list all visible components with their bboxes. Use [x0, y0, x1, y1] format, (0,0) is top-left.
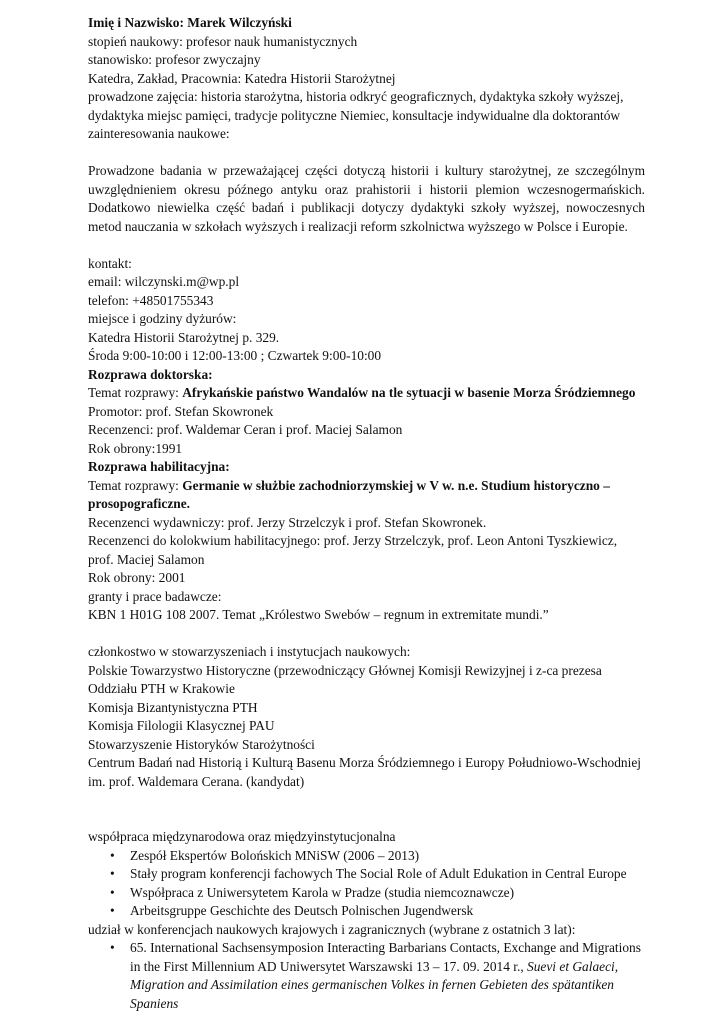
- contact-label: kontakt:: [88, 255, 132, 271]
- membership-item: Polskie Towarzystwo Historyczne (przewodniczący Głównej Komisji Rewizyjnej i z-ca prezesa Oddziału PTH w Krakowie: [88, 662, 602, 696]
- doctorate-topic-title: Afrykańskie państwo Wandalów na tle sytuacji w basenie Morza Śródziemnego: [182, 385, 636, 400]
- doctorate-topic: [88, 384, 645, 403]
- habilitation-publisher-reviewers: Recenzenci wydawniczy: prof. Jerzy Strzelczyk i prof. Stefan Skowronek.: [88, 514, 487, 530]
- habilitation-year: Rok obrony: 2001: [88, 570, 186, 585]
- memberships-label: członkostwo w stowarzyszeniach i instytucjach naukowych:: [88, 644, 411, 659]
- spacer: [88, 144, 645, 163]
- interests-label: zainteresowania naukowe:: [88, 126, 230, 141]
- spacer: [88, 791, 645, 828]
- doctorate-year: Rok obrony:1991: [88, 440, 183, 456]
- office-room: Katedra Historii Starożytnej p. 329.: [88, 329, 280, 345]
- conference-item-text: 65. International Sachsensymposion Interacting Barbarians Contacts, Exchange and Migrations in the First Millennium AD Uniwersytet Warszawski 13 – 17. 09. 2014 r.,: [130, 940, 641, 974]
- email-line: email: wilczynski.m@wp.pl: [88, 274, 240, 289]
- doctorate-reviewers: Recenzenci: prof. Waldemar Ceran i prof. Maciej Salamon: [88, 422, 403, 437]
- position-line: stanowisko: profesor zwyczajny: [88, 52, 261, 67]
- membership-item: Centrum Badań nad Historią i Kulturą Basenu Morza Śródziemnego i Europy Południowo-Wschodniej im. prof. Waldemara Cerana. (kandydat): [88, 755, 641, 789]
- doctorate-heading: Rozprawa doktorska:: [88, 366, 213, 382]
- membership-item: Komisja Filologii Klasycznej PAU: [88, 718, 275, 733]
- conferences-list: [88, 939, 645, 1013]
- conference-item: [130, 939, 645, 1013]
- habilitation-topic-label: Temat rozprawy:: [88, 477, 183, 493]
- cooperation-item: • Stały program konferencji fachowych The Social Role of Adult Edukation in Central Europe: [130, 865, 645, 884]
- spacer: [88, 625, 645, 644]
- phone-line: telefon: +48501755343: [88, 292, 214, 308]
- grant-item: KBN 1 H01G 108 2007. Temat „Królestwo Swebów – regnum in extremitate mundi.”: [88, 607, 549, 622]
- research-paragraph: Prowadzone badania w przeważającej części dotyczą historii i kultury starożytnej, ze szczególnym uwzględnieniem okresu późnego antyku oraz prahistorii i historii plemion wczesnogermańskich. Dodatkowo niewielka część badań i publikacji dotyczy dydaktyki szkoły wyższej, nowoczesnych metod nauczania w szkołach wyższych i realizacji reform szkolnictwa wyższego w Polsce i Europie.: [88, 163, 645, 234]
- habilitation-topic: [88, 477, 645, 514]
- cooperation-item: • Arbeitsgruppe Geschichte des Deutsch Polnischen Jugendwersk: [130, 902, 645, 921]
- degree-line: stopień naukowy: profesor nauk humanistycznych: [88, 33, 358, 49]
- doctorate-promoter: Promotor: prof. Stefan Skowronek: [88, 403, 274, 419]
- habilitation-colloquium-reviewers: Recenzenci do kolokwium habilitacyjnego: prof. Jerzy Strzelczyk, prof. Leon Antoni Tyszkiewicz, prof. Maciej Salamon: [88, 533, 618, 567]
- doctorate-topic-label: Temat rozprawy:: [88, 385, 183, 400]
- department-line: Katedra, Zakład, Pracownia: Katedra Historii Starożytnej: [88, 70, 396, 86]
- conference-item-title: Suevi et Galaeci, Migration and Assimilation eines germanischen Volkes in fernen Gebieten des spätantiken Spaniens: [130, 958, 619, 1011]
- grants-label: granty i prace badawcze:: [88, 588, 222, 604]
- name-line: Imię i Nazwisko: Marek Wilczyński: [88, 15, 292, 30]
- courses-line: prowadzone zajęcia: historia starożytna, historia odkryć geograficznych, dydaktyka szkoły wyższej, dydaktyka miejsc pamięci, tradycje polityczne Niemiec, konsultacje indywidualne dla doktorantów: [88, 89, 624, 123]
- memberships-list: [88, 662, 645, 792]
- cooperation-list: [88, 847, 645, 921]
- spacer: [88, 236, 645, 255]
- cooperation-item: • Współpraca z Uniwersytetem Karola w Pradze (studia niemcoznawcze): [130, 884, 645, 903]
- membership-item: Stowarzyszenie Historyków Starożytności: [88, 736, 315, 752]
- cooperation-item: • Zespół Ekspertów Bolońskich MNiSW (2006 – 2013): [130, 847, 645, 866]
- membership-item: Komisja Bizantynistyczna PTH: [88, 699, 258, 715]
- office-hours-label: miejsce i godziny dyżurów:: [88, 311, 237, 326]
- conferences-label: udział w konferencjach naukowych krajowych i zagranicznych (wybrane z ostatnich 3 lat):: [88, 921, 576, 937]
- habilitation-heading: Rozprawa habilitacyjna:: [88, 459, 230, 474]
- cooperation-label: współpraca międzynarodowa oraz międzyinstytucjonalna: [88, 829, 396, 844]
- office-hours: Środa 9:00-10:00 i 12:00-13:00 ; Czwartek 9:00-10:00: [88, 348, 382, 363]
- habilitation-topic-title: Germanie w służbie zachodniorzymskiej w V w. n.e. Studium historyczno – prosopograficzne.: [88, 477, 610, 511]
